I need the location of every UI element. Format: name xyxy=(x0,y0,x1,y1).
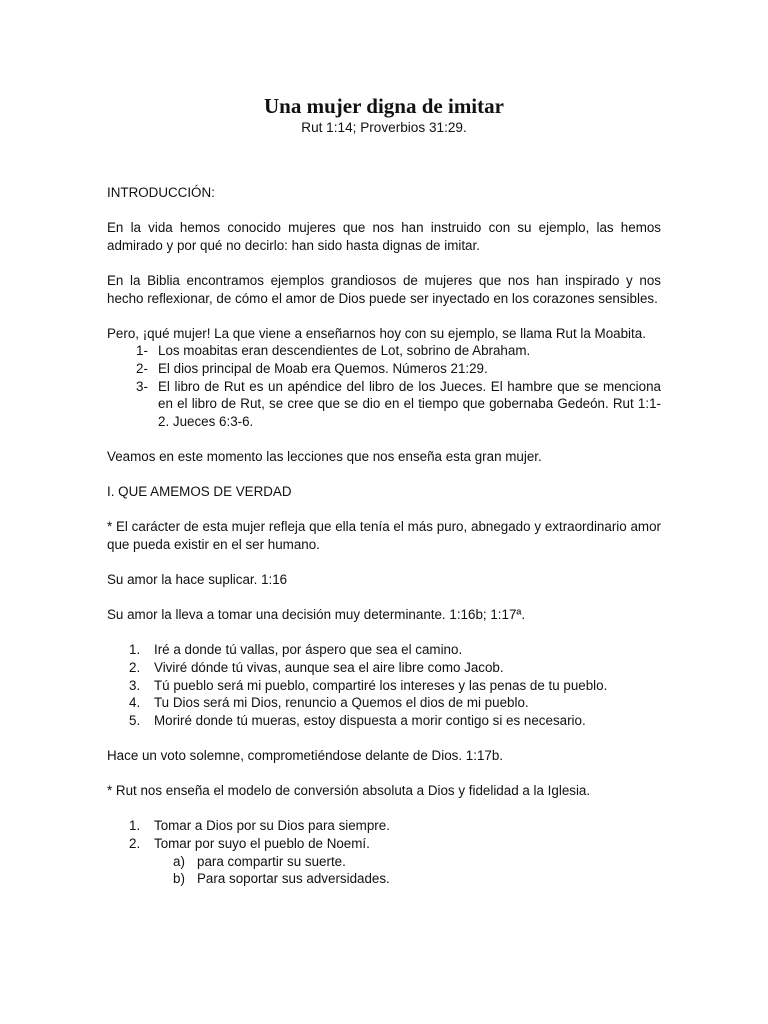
list-item-text: Tomar por suyo el pueblo de Noemí. xyxy=(154,835,370,851)
list-item xyxy=(107,378,661,431)
list-marker: 3. xyxy=(129,677,141,693)
intro-heading: INTRODUCCIÓN: xyxy=(107,185,215,200)
list-marker: 1- xyxy=(136,343,148,359)
numbered-list xyxy=(107,817,661,852)
list-marker: 4. xyxy=(129,695,141,711)
list-marker: b) xyxy=(173,871,185,887)
paragraph: Hace un voto solemne, comprometiéndose delante de Dios. 1:17b. xyxy=(107,748,504,763)
list-item-text: Tu Dios será mi Dios, renuncio a Quemos el dios de mi pueblo. xyxy=(154,695,529,711)
document-subtitle: Rut 1:14; Proverbios 31:29. xyxy=(301,120,467,135)
list-item-text: Tú pueblo será mi pueblo, compartiré los intereses y las penas de tu pueblo. xyxy=(154,677,608,693)
document-title: Una mujer digna de imitar xyxy=(264,94,504,118)
lettered-list xyxy=(107,853,661,888)
list-item xyxy=(107,853,661,871)
list-marker: 2. xyxy=(129,835,141,851)
list-item xyxy=(107,870,661,888)
list-item xyxy=(107,694,661,712)
list-item-text: Viviré dónde tú vivas, aunque sea el aire libre como Jacob. xyxy=(154,660,504,676)
list-item-text: El libro de Rut es un apéndice del libro de los Jueces. El hambre que se menciona en el libro de Rut, se cree que se dio en el tiempo que gobernaba Gedeón. Rut 1:1-2. Jueces 6:3-6. xyxy=(158,378,661,429)
list-item-text: El dios principal de Moab era Quemos. Números 21:29. xyxy=(158,360,488,376)
paragraph: En la vida hemos conocido mujeres que nos han instruido con su ejemplo, las hemos admirado y por qué no decirlo: han sido hasta dignas de imitar. xyxy=(107,220,661,253)
list-marker: 3- xyxy=(136,378,148,394)
list-marker: 1. xyxy=(129,818,141,834)
list-marker: a) xyxy=(173,853,185,869)
paragraph: Su amor la hace suplicar. 1:16 xyxy=(107,572,288,588)
document-body xyxy=(107,184,661,888)
list-marker: 1. xyxy=(129,642,141,658)
list-item-text: Para soportar sus adversidades. xyxy=(197,871,390,887)
list-item xyxy=(107,677,661,695)
paragraph: * El carácter de esta mujer refleja que ella tenía el más puro, abnegado y extraordinario amor que pueda existir en el ser humano. xyxy=(107,519,661,552)
paragraph: * Rut nos enseña el modelo de conversión absoluta a Dios y fidelidad a la Iglesia. xyxy=(107,783,591,799)
paragraph: Pero, ¡qué mujer! La que viene a enseñarnos hoy con su ejemplo, se llama Rut la Moabita. xyxy=(107,325,646,341)
list-item xyxy=(107,342,661,360)
list-item-text: Moriré donde tú mueras, estoy dispuesta a morir contigo si es necesario. xyxy=(154,712,586,728)
section-heading: I. QUE AMEMOS DE VERDAD xyxy=(107,484,292,500)
list-item-text: Los moabitas eran descendientes de Lot, sobrino de Abraham. xyxy=(158,343,531,359)
list-item xyxy=(107,817,661,835)
numbered-list xyxy=(107,342,661,430)
paragraph: Su amor la lleva a tomar una decisión muy determinante. 1:16b; 1:17ª. xyxy=(107,607,526,623)
list-marker: 2- xyxy=(136,360,148,376)
paragraph: Veamos en este momento las lecciones que nos enseña esta gran mujer. xyxy=(107,448,542,464)
numbered-list xyxy=(107,641,661,729)
list-marker: 5. xyxy=(129,712,141,728)
list-item xyxy=(107,360,661,378)
list-item-text: para compartir su suerte. xyxy=(197,853,346,869)
paragraph: En la Biblia encontramos ejemplos grandiosos de mujeres que nos han inspirado y nos hecho reflexionar, de cómo el amor de Dios puede ser inyectado en los corazones sensibles. xyxy=(107,272,661,306)
list-item xyxy=(107,712,661,730)
list-item xyxy=(107,659,661,677)
list-item-text: Iré a donde tú vallas, por áspero que sea el camino. xyxy=(154,642,463,658)
list-marker: 2. xyxy=(129,660,141,676)
list-item xyxy=(107,835,661,853)
list-item-text: Tomar a Dios por su Dios para siempre. xyxy=(154,818,390,834)
list-item xyxy=(107,641,661,659)
